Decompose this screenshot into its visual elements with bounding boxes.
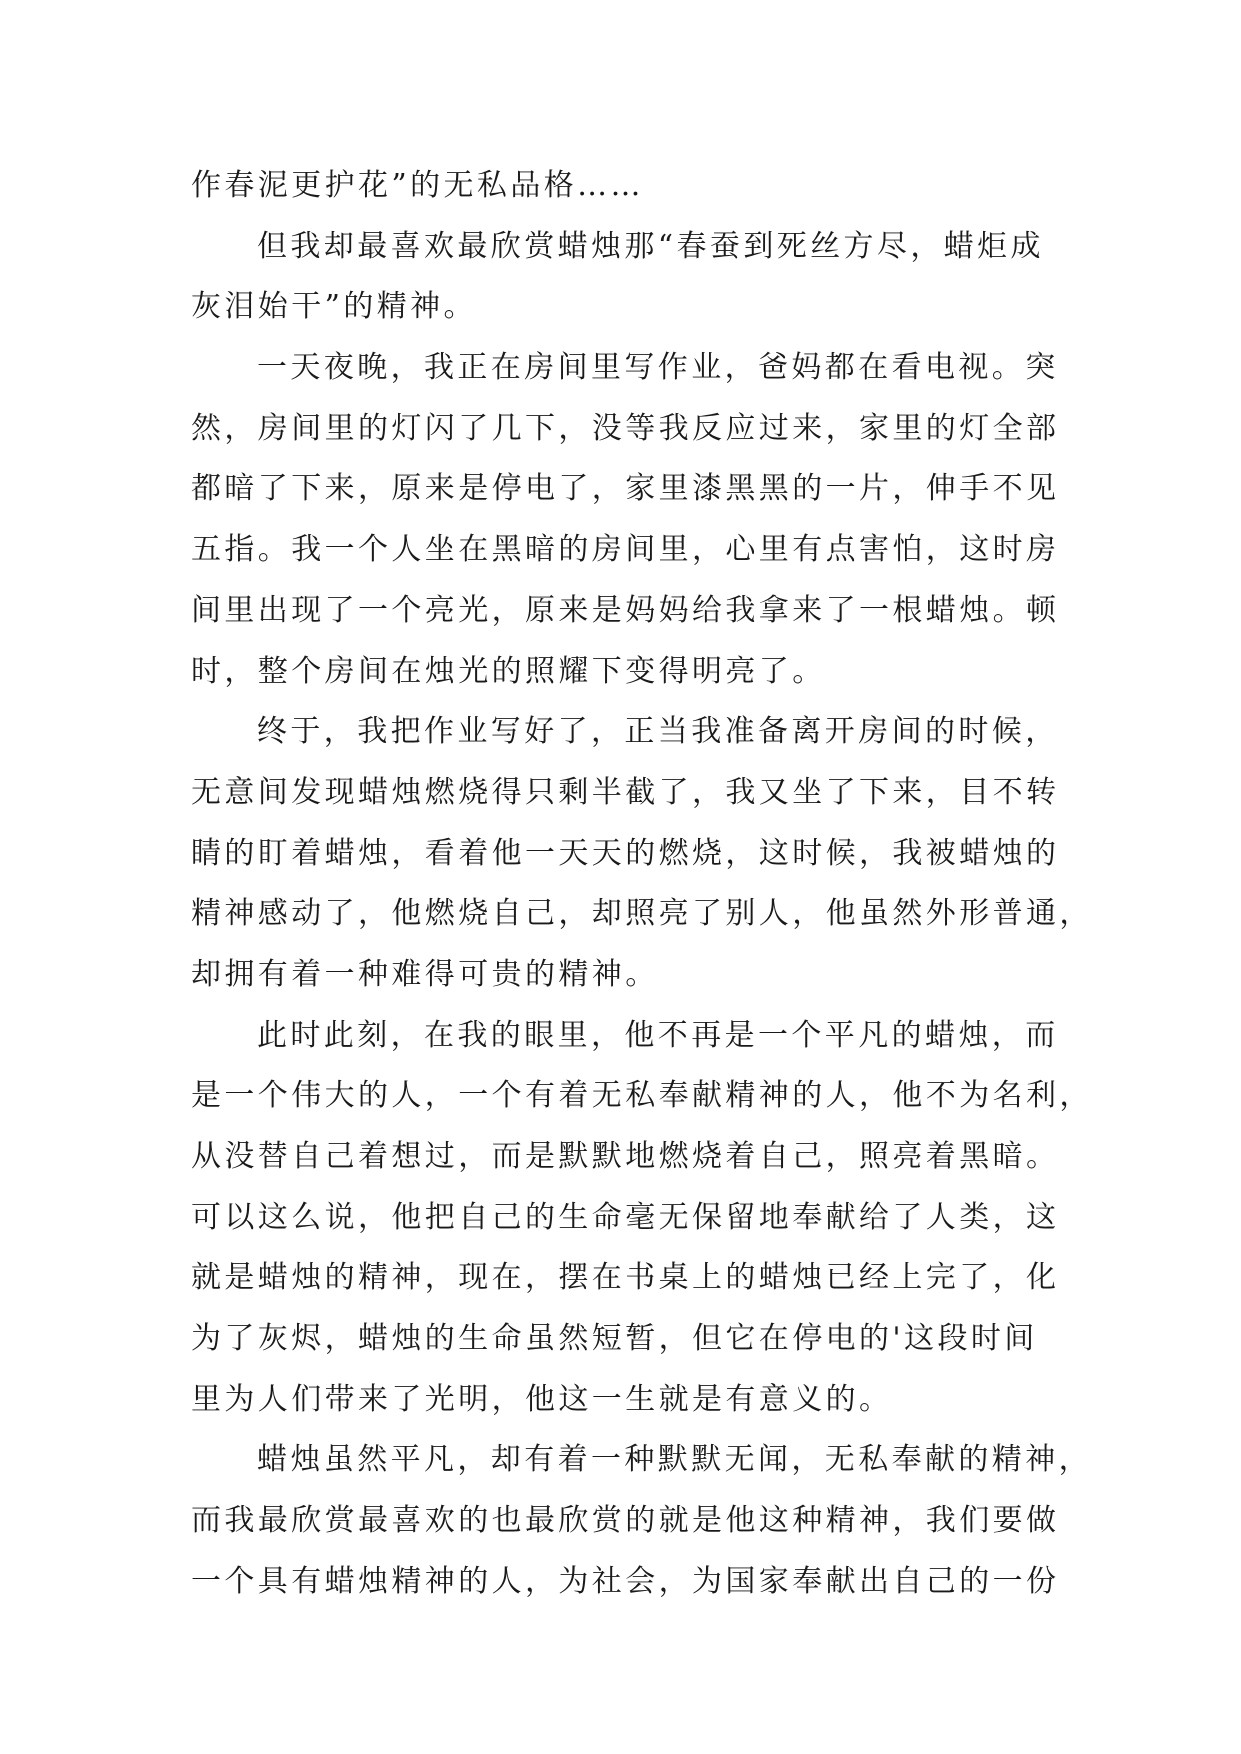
text-line: 作春泥更护花”的无私品格…… <box>191 168 644 203</box>
text-line: 然，房间里的灯闪了几下，没等我反应过来，家里的灯全部 <box>191 410 1060 446</box>
text-line: 终于，我把作业写好了，正当我准备离开房间的时候， <box>257 714 1059 750</box>
text-line: 里为人们带来了光明，他这一生就是有意义的。 <box>191 1381 893 1417</box>
text-line: 间里出现了一个亮光，原来是妈妈给我拿来了一根蜡烛。顿 <box>191 592 1060 628</box>
essay-body <box>191 156 1093 1613</box>
text-line: 但我却最喜欢最欣赏蜡烛那“春蚕到死丝方尽，蜡炬成 <box>257 228 1044 264</box>
text-line: 一天夜晚，我正在房间里写作业，爸妈都在看电视。突 <box>257 350 1059 386</box>
text-line: 此时此刻，在我的眼里，他不再是一个平凡的蜡烛，而 <box>257 1017 1059 1053</box>
text-line: 一个具有蜡烛精神的人，为社会，为国家奉献出自己的一份 <box>191 1563 1060 1599</box>
text-line: 五指。我一个人坐在黑暗的房间里，心里有点害怕，这时房 <box>191 532 1060 568</box>
text-line: 蜡烛虽然平凡，却有着一种默默无闻，无私奉献的精神， <box>257 1442 1092 1478</box>
text-line: 时，整个房间在烛光的照耀下变得明亮了。 <box>191 653 826 689</box>
text-line: 睛的盯着蜡烛，看着他一天天的燃烧，这时候，我被蜡烛的 <box>191 835 1060 871</box>
text-line: 而我最欣赏最喜欢的也最欣赏的就是他这种精神，我们要做 <box>191 1503 1060 1539</box>
text-line: 从没替自己着想过，而是默默地燃烧着自己，照亮着黑暗。 <box>191 1139 1060 1174</box>
text-line: 为了灰烬，蜡烛的生命虽然短暂，但它在停电的'这段时间 <box>191 1321 1038 1357</box>
text-line: 可以这么说，他把自己的生命毫无保留地奉献给了人类，这 <box>191 1199 1060 1235</box>
text-line: 就是蜡烛的精神，现在，摆在书桌上的蜡烛已经上完了，化 <box>191 1260 1060 1296</box>
text-line: 精神感动了，他燃烧自己，却照亮了别人，他虽然外形普通， <box>191 896 1093 932</box>
text-line: 都暗了下来，原来是停电了，家里漆黑黑的一片，伸手不见 <box>191 471 1060 507</box>
text-line: 是一个伟大的人，一个有着无私奉献精神的人，他不为名利， <box>191 1078 1093 1114</box>
text-line: 却拥有着一种难得可贵的精神。 <box>191 956 659 992</box>
text-line: 灰泪始干”的精神。 <box>191 289 477 325</box>
text-line: 无意间发现蜡烛燃烧得只剩半截了，我又坐了下来，目不转 <box>191 774 1060 810</box>
